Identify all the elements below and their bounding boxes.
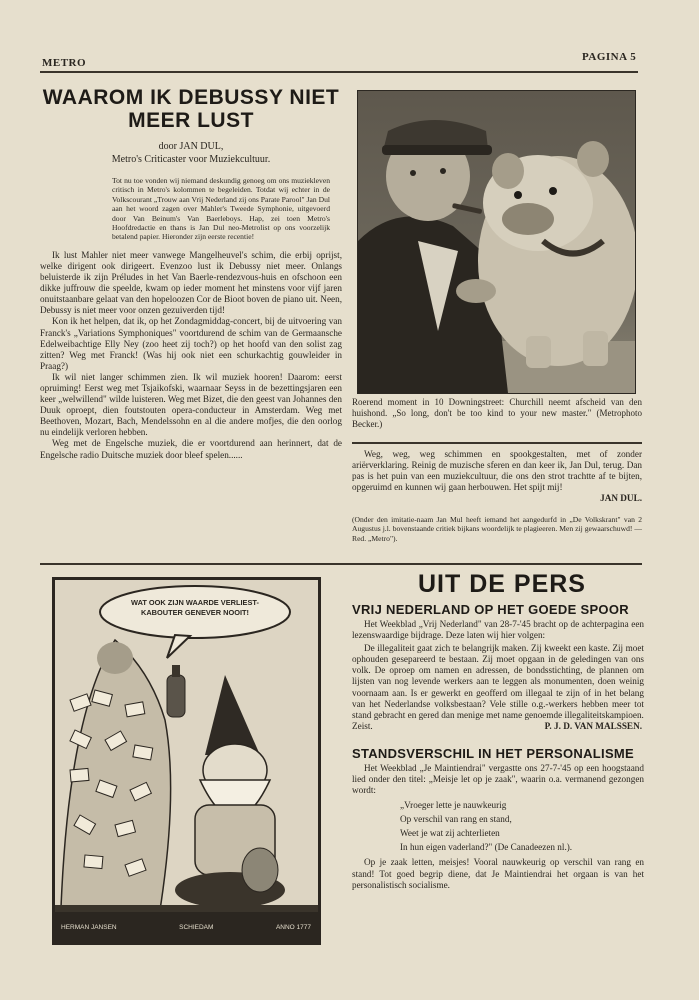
article-continuation (352, 449, 642, 504)
paragraph: Ik wil niet langer schimmen zien. Ik wil muziek hooren! Daarom: eerst opruiming! Eerst weg met Tsjaikofski, waarnaar Seyss in de bezettingsjaren een keer „welwillend" wilde luisteren. Weg met Bizet, die den geest van Johannes den Duuk oproept, dien foutstouten opera-conducteur in Amsterdam. Weg met Beethoven, Mozart, Bach, Mendelssohn en al die andere mofjes, die den oorlog nu eindelijk verloren hebben. (40, 371, 342, 438)
poem-line: „Vroeger lette je nauwkeurig (400, 800, 507, 811)
quoted-paragraph: De illegaliteit gaat zich te belangrijk maken. Zij kweekt een kaste. Zij moet ophouden gesepareerd te bestaan. Zij moet opgaan in de geledingen van ons volk. De oproep om namen en adressen, de bondsstichting, de plannen om lijsten van nog levende werkers aan te leggen als monumenten, doen weinig voornaam aan. Is er gewerkt en geofferd om illegaal te zijn of in het belang van het Nederlandse volksbestaan? Vele stille o.g.-werkers hebben meer tot stand gebracht en gered dan menige met name genoemde illegaliteitskampioen. (352, 643, 644, 720)
paragraph: Kon ik het helpen, dat ik, op het Zondagmiddag-concert, bij de uitvoering van Franck's „Variations Symphoniques" voortdurend de schim van de Germaansche Edelweibachtige Elly Ney (zoo heet zij toch?) op het hoofd van den solist zag zitten? Weg met Franck! (Was hij ook niet een schurkachtig gouwleider in Praag?) (40, 316, 342, 371)
byline (40, 140, 342, 166)
poem-line: Weet je wat zij achterlieten (400, 827, 500, 838)
article-title (40, 86, 342, 132)
article-column (40, 86, 342, 461)
title-line-1: WAAROM IK DEBUSSY NIET (42, 86, 340, 109)
paragraph: Het Weekblad „Je Maintiendrai" vergastte ons 27-7-'45 op een hoogstaand lied onder den titel: „Meisje let op je zaak", waarin o.a. vermanend gezongen wordt: (352, 762, 644, 796)
quote-signature: P. J. D. VAN MALSSEN. (544, 720, 642, 731)
poem-line: In hun eigen vaderland?" (De Canadeezen nl.). (400, 841, 573, 852)
article-signature: JAN DUL. (600, 493, 642, 504)
cartoon-credits (61, 924, 311, 931)
pers-section-1 (352, 619, 644, 732)
header-rule (40, 71, 638, 73)
photo-caption: Roerend moment in 10 Downingstreet: Churchill neemt afscheid van den huishond. „So long, don't be too kind to your new master." (Metrophoto Becker.) (352, 397, 642, 429)
editorial-note: (Onder den imitatie-naam Jan Mul heeft iemand het aangedurfd in „De Volkskrant" van 2 Augustus j.l. bovenstaande critiek bijkans woordelijk te plagieeren. Men zij gewaarschuwd! — Red. „Metro"). (352, 515, 642, 543)
cartoon-panel (52, 577, 321, 945)
section-rule (40, 563, 642, 565)
credit-artist: HERMAN JANSEN (61, 924, 117, 931)
quote-location: Zeist. (352, 720, 373, 731)
paragraph: Op je zaak letten, meisjes! Vooral nauwkeurig op verschil van rang en stand! Tot goed begrip diene, dat Je Maintiendrai het orgaan is van het personalistisch socialisme. (352, 857, 644, 890)
credit-year: ANNO 1777 (275, 924, 311, 931)
quote-signature-row (352, 721, 644, 732)
churchill-photo (357, 90, 636, 394)
uit-de-pers-column (352, 570, 644, 891)
speech-line-2: KABOUTER GENEVER NOOIT! (141, 608, 249, 617)
caption-rule (352, 442, 642, 444)
speech-line-1: WAT OOK ZIJN WAARDE VERLIEST- (131, 598, 259, 607)
section-title: UIT DE PERS (418, 570, 586, 598)
subhead-standsverschil: STANDSVERSCHIL IN HET PERSONALISME (352, 745, 635, 761)
byline-author: door JAN DUL, (158, 141, 224, 152)
quoted-poem (400, 799, 644, 854)
subhead-vrij-nederland: VRIJ NEDERLAND OP HET GOEDE SPOOR (352, 602, 629, 617)
pers-section-2 (352, 763, 644, 891)
poem-line: Op verschil van rang en stand, (400, 814, 512, 825)
article-intro: Tot nu toe vonden wij niemand deskundig genoeg om ons muziekleven critisch in Metro's kolommen te begeleiden. Totdat wij echter in de Volkscourant „Trouw aan Vrij Nederland zij ons Parate Parool" Jan Dul aan het woord zagen over Mahler's Tweede Symphonie, uitgevoerd door Van Beinum's Van Baerleboys. Hap, zei toen Metro's Hoofdredactie en thans is Jan Dul neo-Metrolist op ons voorzelijk betalend papier. Hieronder zijn eerste recentie! (112, 176, 330, 242)
masthead-left: METRO (42, 57, 87, 69)
paragraph: Weg met de Engelsche muziek, die er voortdurend aan herinnert, dat de Engelsche radio Duitsche muziek door bleef spelen...... (40, 438, 342, 460)
page-number: PAGINA 5 (582, 51, 637, 63)
title-line-2: MEER LUST (128, 109, 254, 132)
paragraph: Weg, weg, weg schimmen en spookgestalten, met of zonder ariërverklaring. Reinig de muzische sferen en dan keer ik, Jan Dul, terug. Dan pas is het puin van een muziekcultuur, die ons den strot trachtte af te bijten, opgeruimd en kunnen wij gaan herbouwen. Het spijt mij! (352, 449, 642, 493)
article-body (40, 250, 342, 461)
byline-role: Metro's Criticaster voor Muziekcultuur. (111, 154, 271, 165)
paragraph: Het Weekblad „Vrij Nederland" van 28-7-'45 bracht op de achterpagina een lezenswaardige bijdrage. Deze laten wij hier volgen: (352, 619, 644, 641)
credit-city: SCHIEDAM (179, 924, 214, 931)
cartoon-illustration (55, 580, 318, 942)
photo-illustration (358, 91, 635, 393)
speech-bubble (95, 598, 295, 618)
paragraph: Ik lust Mahler niet meer vanwege Mangelheuvel's schim, die erbij oprijst, welke dirigent ook dirigeert. Evenzoo lust ik Debussy niet meer. Onlangs beluisterde ik zijn Préludes in het Van Baerle-rendezvous-huis en ofschoon een dikke juffrouw die speelde, kwam op ieder moment het minstens voor vijf jaren onuitstaanbare gelaat van den hopeloozen Cor de Bioot boven de piano uit. Neen, Debussy is niet meer voor onzen gezuiverden tijd! (40, 249, 342, 316)
